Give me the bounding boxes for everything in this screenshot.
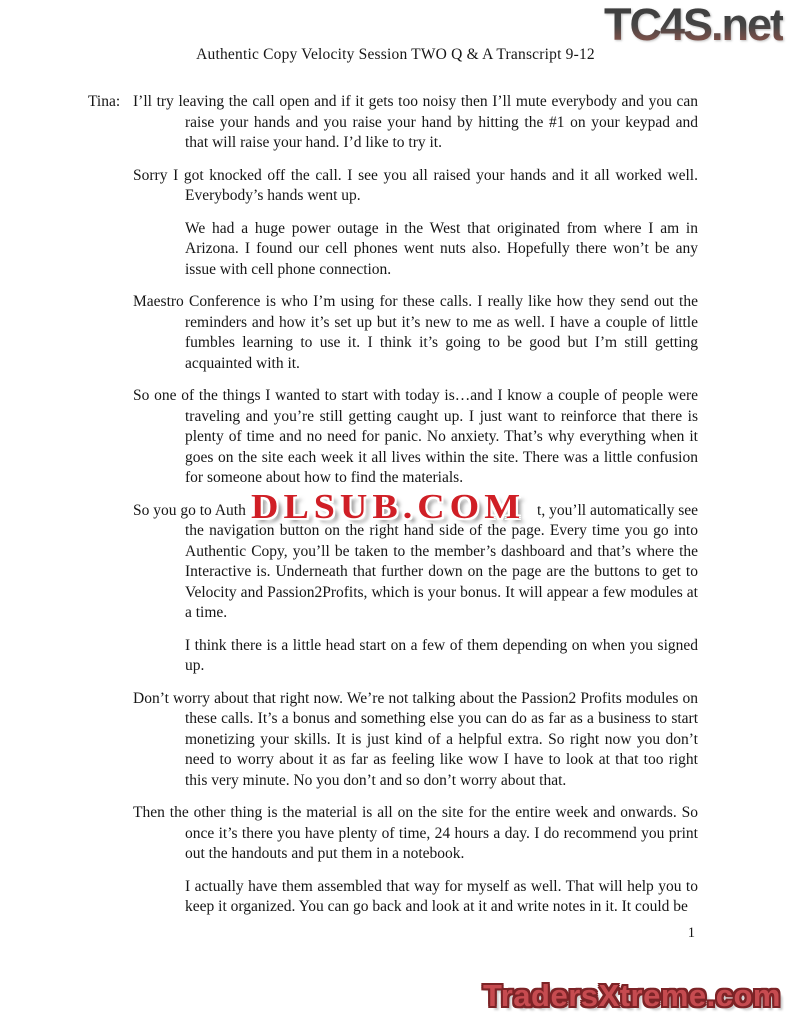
paragraph-6-line1-left: So you go to Auth — [133, 501, 246, 519]
page-number: 1 — [687, 925, 695, 941]
paragraph-2: Sorry I got knocked off the call. I see you all raised your hands and it all worked well. Everybody’s hands went up. — [133, 166, 698, 204]
paragraph-6-line1-right: t, you’ll automatically see — [537, 501, 698, 519]
page-title: Authentic Copy Velocity Session TWO Q & A Transcript 9-12 — [196, 46, 595, 63]
tradersxtreme-brand: TradersXtreme.com — [483, 978, 781, 1013]
paragraph-1: I’ll try leaving the call open and if it gets too noisy then I’ll mute everybody and you can raise your hands and you raise your hand by hitting the #1 on your keypad and that will raise your hand. I’d like to try it. — [133, 93, 698, 151]
tc4s-logo: TC4S.net — [603, 0, 783, 50]
speaker-label: Tina: — [88, 93, 121, 110]
paragraph-3: We had a huge power outage in the West that originated from where I am in Arizona. I found our cell phones went nuts also. Hopefully there won’t be any issue with cell phone connection. — [185, 219, 698, 278]
paragraph-10: I actually have them assembled that way for myself as well. That will help you to keep it organized. You can go back and look at it and write notes in it. It could be — [185, 877, 698, 915]
paragraph-6-rest: the navigation button on the right hand side of the page. Every time you go into Authentic Copy, you’ll be taken to the member’s dashboard and that’s where the Interactive is. Underneath that further down on the page are the buttons to get to Velocity and Passion2Profits, which is your bonus. It will appear a few modules at a time. — [185, 522, 698, 621]
dlsub-watermark: DLSUB.COM — [251, 487, 526, 527]
paragraph-5: So one of the things I wanted to start with today is…and I know a couple of people were traveling and you’re still getting caught up. I just want to reinforce that there is plenty of time and no need for panic. No anxiety. That’s why everything when it goes on the site each week it all lives within the site. There was a little confusion for someone about how to find the materials. — [133, 387, 698, 486]
paragraph-8: Don’t worry about that right now. We’re not talking about the Passion2 Profits modules on these calls. It’s a bonus and something else you can do as far as a business to start monetizing your skills. It is just kind of a helpful extra. So right now you don’t need to worry about it as far as feeling like wow I have to look at that too right this very minute. No you don’t and so don’t worry about that. — [133, 689, 698, 789]
paragraph-7: I think there is a little head start on a few of them depending on when you signed up. — [185, 636, 698, 674]
paragraph-9: Then the other thing is the material is all on the site for the entire week and onwards. So once it’s there you have plenty of time, 24 hours a day. I do recommend you print out the handouts and put them in a notebook. — [133, 804, 698, 862]
paragraph-4: Maestro Conference is who I’m using for these calls. I really like how they send out the reminders and how it’s set up but it’s new to me as well. I have a couple of little fumbles learning to use it. I think it’s going to be good but I’m still getting acquainted with it. — [133, 293, 698, 372]
